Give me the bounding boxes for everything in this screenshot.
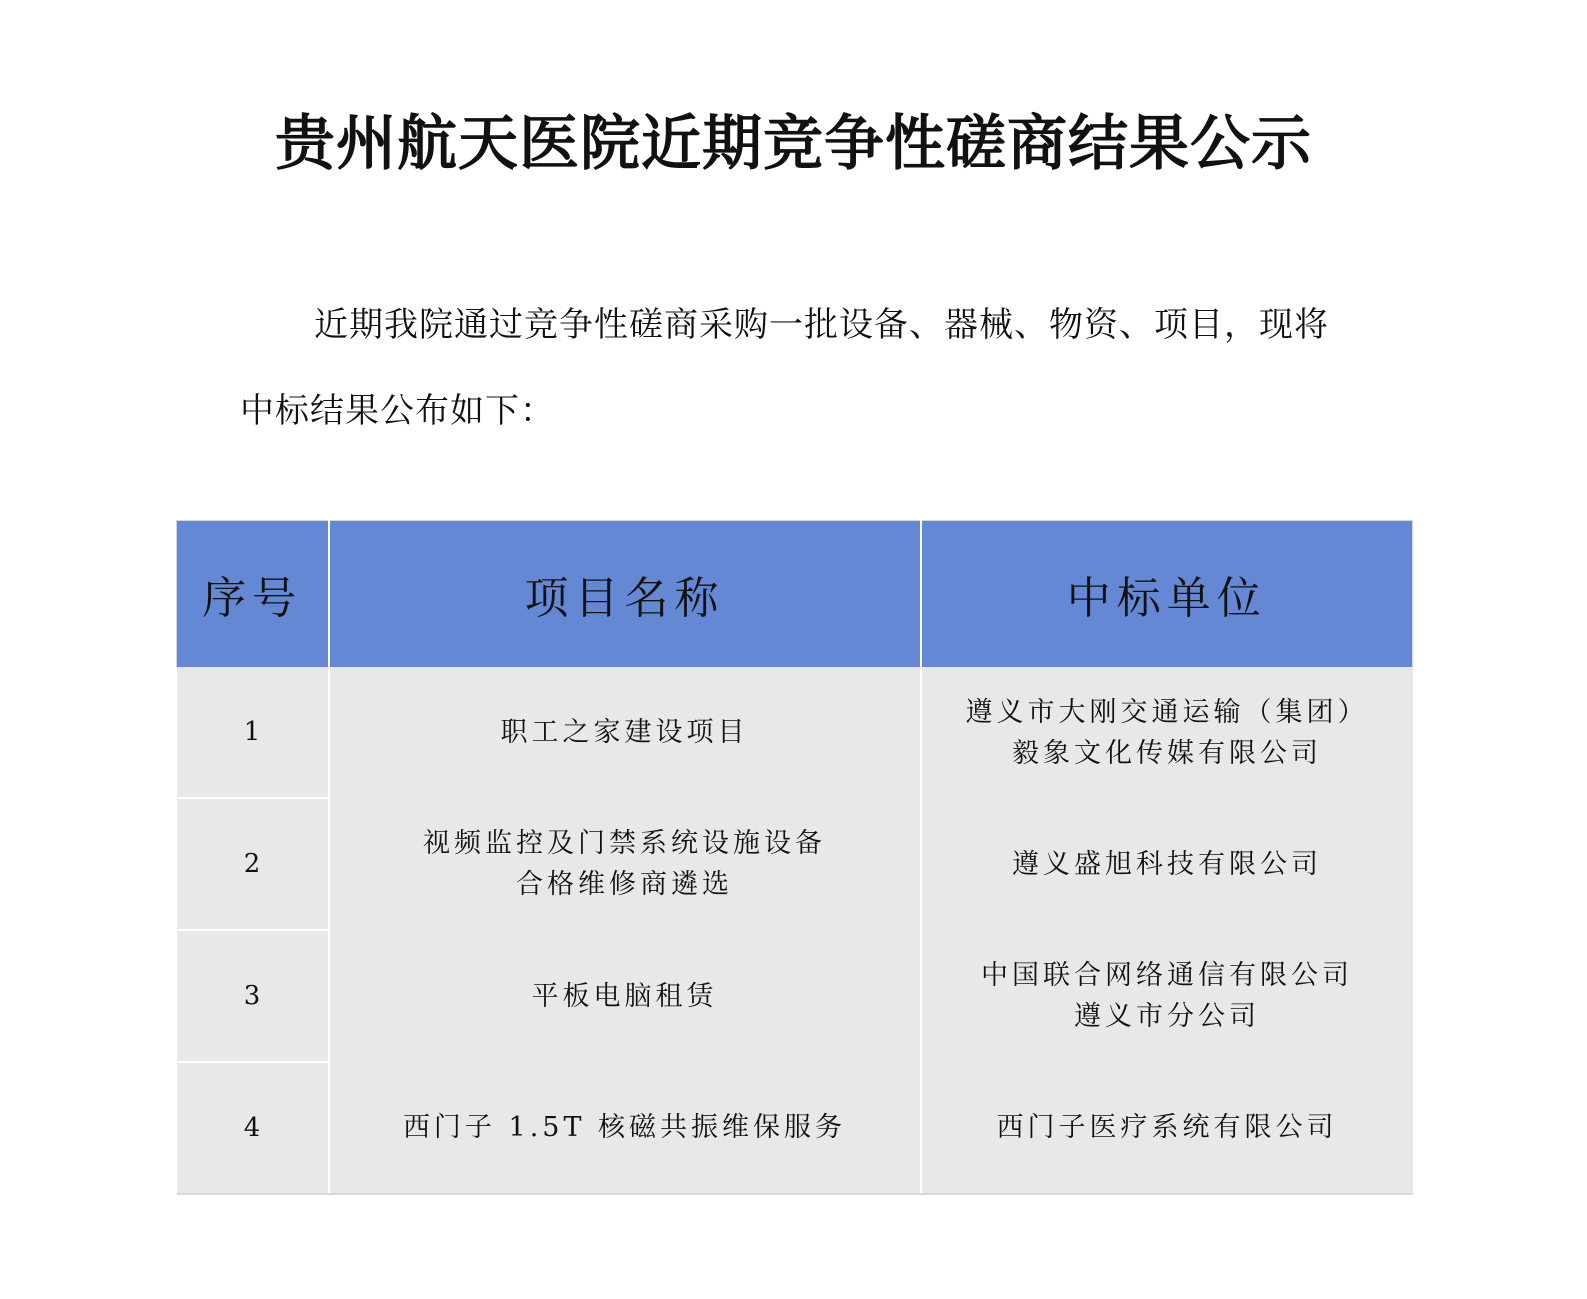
winner-line: 遵义市大刚交通运输（集团） [965, 696, 1369, 728]
row-index: 4 [177, 1062, 329, 1194]
winner-cell [921, 667, 1413, 798]
results-table [176, 520, 1413, 1195]
winner-line: 中国联合网络通信有限公司 [981, 960, 1353, 991]
project-name-cell [329, 667, 921, 798]
project-name-cell [329, 1062, 921, 1194]
project-name-line: 合格维修商遴选 [516, 869, 733, 900]
header-winner: 中标单位 [921, 521, 1413, 668]
table-row [177, 798, 1413, 930]
project-name-line: 职工之家建设项目 [500, 717, 749, 748]
winner-line: 毅象文化传媒有限公司 [1012, 737, 1322, 769]
table-row [177, 930, 1413, 1062]
table-header-row [177, 521, 1413, 668]
project-name-line: 西门子 1.5T 核磁共振维保服务 [402, 1112, 847, 1143]
header-project-name: 项目名称 [329, 521, 921, 668]
row-index: 1 [177, 667, 329, 798]
project-name-cell [329, 930, 921, 1062]
winner-cell [921, 930, 1413, 1062]
project-name-line: 视频监控及门禁系统设施设备 [423, 828, 826, 859]
intro-paragraph: 近期我院通过竞争性磋商采购一批设备、器械、物资、项目，现将中标结果公布如下： [240, 305, 1329, 431]
table-row [177, 667, 1413, 798]
header-index: 序号 [177, 521, 329, 668]
winner-line: 遵义盛旭科技有限公司 [1012, 848, 1322, 880]
page-title: 贵州航天医院近期竞争性磋商结果公示 [275, 109, 1312, 179]
winner-line: 遵义市分公司 [1074, 1001, 1260, 1032]
row-index: 2 [177, 798, 329, 930]
winner-cell [921, 798, 1413, 930]
table-row [177, 1062, 1413, 1194]
project-name-line: 平板电脑租赁 [531, 980, 718, 1012]
row-index: 3 [177, 930, 329, 1062]
project-name-cell [329, 798, 921, 930]
winner-line: 西门子医疗系统有限公司 [996, 1112, 1338, 1143]
winner-cell [921, 1062, 1413, 1194]
